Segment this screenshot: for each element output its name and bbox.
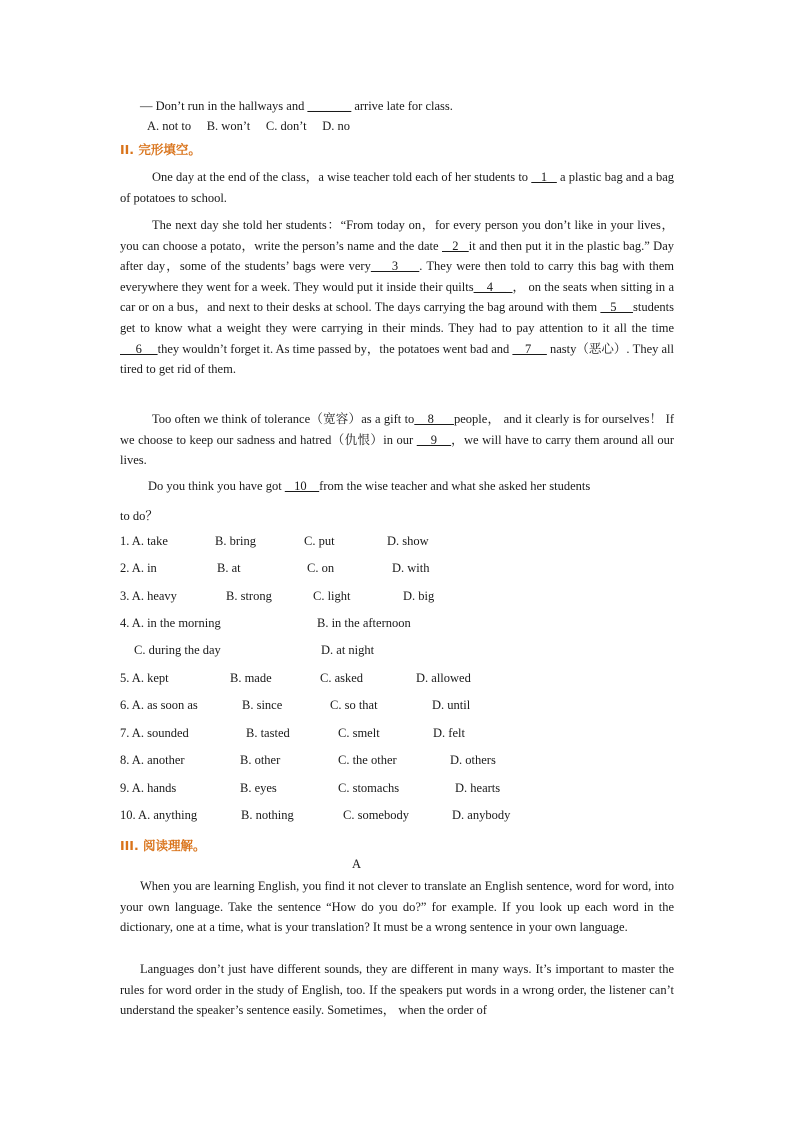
cloze-paragraph-3: Too often we think of tolerance（宽容）as a gift to 8 people， and it clearly is for ourselves！ If we choose to keep our sadness and hatred（仇恨）in our 9 ，we will have to carry them around all our lives.	[120, 412, 675, 468]
choice-option: D. with	[392, 561, 430, 575]
choice-option: 3. A. heavy	[120, 589, 177, 603]
cloze-blank-3: 3	[370, 259, 420, 274]
choice-option: 6. A. as soon as	[120, 698, 198, 712]
choice-option: B. bring	[215, 534, 256, 548]
cloze-blank-2: 2	[442, 238, 469, 253]
section-heading-reading: III. 阅读理解。	[120, 838, 206, 853]
choice-option: D. until	[432, 698, 471, 712]
choice-option: D. at night	[321, 643, 375, 657]
choice-option: 1. A. take	[120, 534, 168, 548]
answer-blank: _______	[307, 99, 352, 113]
choice-option: C. smelt	[338, 726, 380, 740]
choice-option: B. at	[217, 561, 241, 575]
choice-option: C. the other	[338, 753, 397, 767]
cloze-paragraph-4-line1: Do you think you have got 10 from the wise teacher and what she asked her students	[148, 479, 591, 493]
choice-option: 9. A. hands	[120, 781, 177, 795]
top-question-stem: — Don’t run in the hallways and _______ arrive late for class.	[140, 99, 453, 113]
choice-option: 5. A. kept	[120, 671, 169, 685]
cloze-paragraph-4-line2: to do？	[120, 509, 158, 523]
choice-option: B. since	[242, 698, 283, 712]
choice-option: 7. A. sounded	[120, 726, 189, 740]
passage-label: A	[352, 857, 362, 871]
cloze-blank-10: 10	[284, 479, 320, 493]
reading-paragraph-1: When you are learning English, you find it not clever to translate an English sentence, word for word, into your own language. Take the sentence “How do you do?” for example. If you look up each word in the dictionary, one at a time, what is your translation? It must be a wrong sentence in your own language.	[120, 879, 674, 935]
cloze-blank-9: 9	[416, 432, 452, 447]
cloze-blank-1: 1	[531, 170, 557, 184]
choice-option: B. tasted	[246, 726, 290, 740]
choice-option: D. hearts	[455, 781, 501, 795]
cloze-blank-6: 6	[120, 341, 158, 356]
choice-option: C. somebody	[343, 808, 409, 822]
choice-option: B. eyes	[240, 781, 277, 795]
cloze-blank-7: 7	[512, 341, 547, 356]
choice-option: B. in the afternoon	[317, 616, 411, 630]
choice-option: C. on	[307, 561, 335, 575]
choice-option: C. stomachs	[338, 781, 400, 795]
cloze-blank-5: 5	[600, 300, 634, 315]
choice-option: B. made	[230, 671, 272, 685]
choice-option: 2. A. in	[120, 561, 157, 575]
choice-option: 8. A. another	[120, 753, 185, 767]
cloze-paragraph-2: The next day she told her students：“From today on，for every person you don’t like in your lives，you can choose a potato，write the person’s name and the date 2 it and then put it in the plastic bag.” Day after day，some of the students’ bags were very 3 . They were then told to carry this bag with them everywhere they went for a week. They would put it inside their quilts 4 _ ， on the seats when sitting in a car or on a bus，and next to their desks at school. The days carrying the bag around with them 5 students get to know what a weight they were carrying in their minds. They had to pay attention to it all the time 6 they wouldn’t forget it. As time passed by，the potatoes went bad and 7 nasty（恶心）. They all tired to get rid of them.	[120, 218, 675, 377]
choice-option: C. put	[304, 534, 335, 548]
choice-option: B. other	[240, 753, 281, 767]
choice-option: 10. A. anything	[120, 808, 198, 822]
choice-option: C. asked	[320, 671, 364, 685]
choice-option: D. show	[387, 534, 429, 548]
choice-option: D. felt	[433, 726, 465, 740]
reading-paragraph-2: Languages don’t just have different sounds, they are different in many ways. It’s important to master the rules for word order in the study of English, too. If the speakers put words in a wrong order, the listener can’t understand the speaker’s sentence easily. Sometimes， when the order of	[120, 962, 674, 1018]
choice-option: D. anybody	[452, 808, 511, 822]
choice-option: D. big	[403, 589, 435, 603]
choice-option: D. allowed	[416, 671, 471, 685]
choice-option: B. nothing	[241, 808, 294, 822]
cloze-paragraph-1: One day at the end of the class，a wise teacher told each of her students to 1 a plastic bag and a bag of potatoes to school.	[120, 170, 674, 205]
choice-option: C. so that	[330, 698, 378, 712]
choice-option: 4. A. in the morning	[120, 616, 221, 630]
top-question-options: A. not to B. won’t C. don’t D. no	[147, 119, 351, 133]
choice-option: C. light	[313, 589, 351, 603]
cloze-blank-4: 4 _	[473, 279, 513, 294]
choice-option: B. strong	[226, 589, 272, 603]
choice-option: C. during the day	[134, 643, 221, 657]
choice-option: D. others	[450, 753, 496, 767]
section-heading-cloze: II. 完形填空。	[120, 142, 201, 157]
cloze-blank-8: 8	[414, 412, 454, 426]
